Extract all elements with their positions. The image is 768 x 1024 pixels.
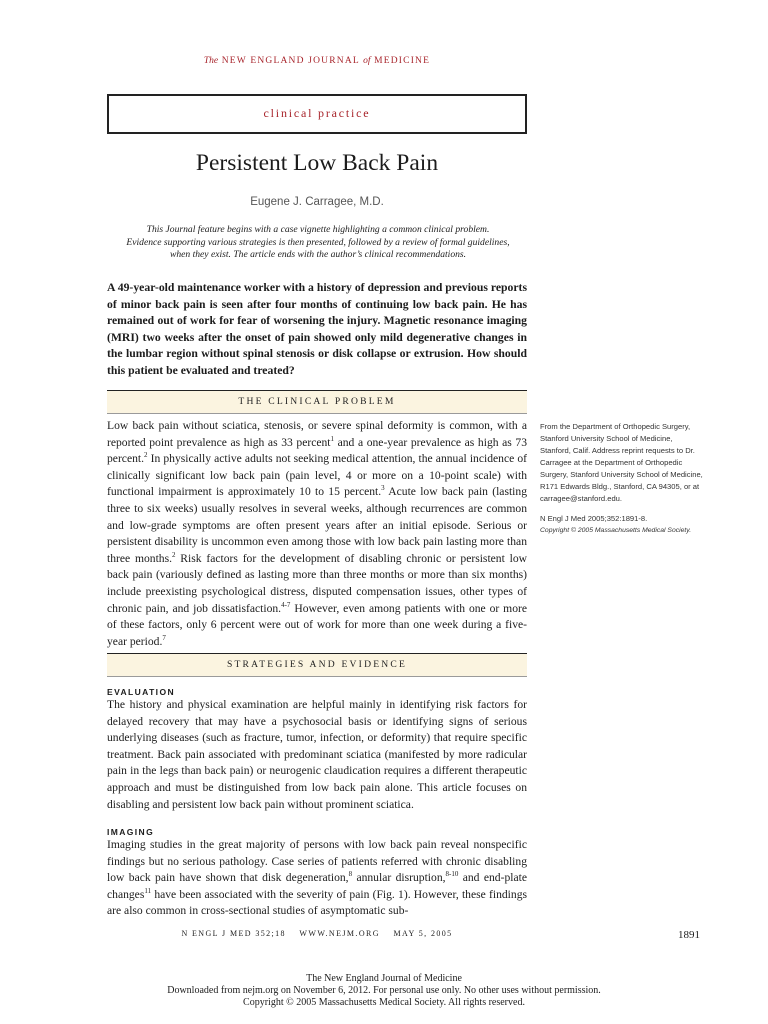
text-run: Risk factors for the development of disabling chronic or persistent low back pain (variously defined as lasting more than three months or more than six months) include preexisting psychological distress, disputed compensation issues, other types of chronic pain, and job dissatisfaction. xyxy=(107,551,528,615)
clinical-problem-heading-text: THE CLINICAL PROBLEM xyxy=(238,396,396,407)
text-run: In physically active adults not seeking medical attention, the annual incidence of clinically significant low back pain (pain level, 4 or more on a 10-point scale) with functional impairment is approximately 10 to 15 percent. xyxy=(107,452,527,499)
reference-marker: 7 xyxy=(162,633,166,642)
reference-marker: 11 xyxy=(144,886,152,895)
text-run: However, even among patients with one or more of these factors, only 6 percent were out of work for more than one week during a five-year period. xyxy=(107,601,527,648)
download-notice-line: The New England Journal of Medicine xyxy=(306,973,462,984)
text-run: and a one-year prevalence as high as 73 percent. xyxy=(107,435,527,466)
reference-marker: 4-7 xyxy=(281,600,291,609)
intro-note-line: This Journal feature begins with a case vignette highlighting a common clinical problem. xyxy=(146,224,490,235)
download-notice-line: Downloaded from nejm.org on November 6, 2012. For personal use only. No other uses without permission. xyxy=(167,985,601,996)
article-title: Persistent Low Back Pain xyxy=(195,150,439,176)
journal-main: NEW ENGLAND JOURNAL xyxy=(221,56,360,66)
reference-marker: 2 xyxy=(172,550,176,559)
reference-marker: 2 xyxy=(144,451,148,460)
reference-marker: 1 xyxy=(330,434,335,443)
copyright-note: Copyright © 2005 Massachusetts Medical Society. xyxy=(540,527,692,534)
journal-end: MEDICINE xyxy=(374,56,431,66)
sidebar-notes xyxy=(540,421,704,537)
imaging-paragraph xyxy=(107,837,527,920)
imaging-subheading: IMAGING xyxy=(107,827,155,837)
strategies-heading-text: STRATEGIES AND EVIDENCE xyxy=(226,659,408,670)
section-box xyxy=(107,94,527,134)
section-label: clinical practice xyxy=(263,106,371,120)
clinical-problem-paragraph xyxy=(107,418,527,650)
citation: N Engl J Med 2005;352:1891-8. xyxy=(540,514,648,523)
evaluation-subheading: EVALUATION xyxy=(107,687,175,697)
author-name: Eugene J. Carragee, M.D. xyxy=(250,196,384,208)
reference-marker: 3 xyxy=(381,484,385,493)
download-notice xyxy=(0,973,768,1009)
reference-marker: 8-10 xyxy=(445,870,459,879)
text-run: and end-plate changes xyxy=(107,871,527,901)
text-run: Low back pain without sciatica, stenosis, or severe spinal deformity is common, with a reported point prevalence as high as 33 percent xyxy=(107,419,527,449)
text-run: annular disruption, xyxy=(352,871,446,885)
journal-prefix: The xyxy=(203,56,219,66)
intro-note-line: when they exist. The article ends with the author’s clinical recommendations. xyxy=(169,249,467,260)
reference-marker: 8 xyxy=(348,870,353,879)
running-footer: N ENGL J MED 352;18 WWW.NEJM.ORG MAY 5, 2005 xyxy=(181,929,453,938)
text-run: Imaging studies in the great majority of persons with low back pain reveal nonspecific findings but no serious pathology. Case series of patients referred with chronic disabling low back pain have shown that disk degeneration, xyxy=(107,838,527,885)
author-affiliation: From the Department of Orthopedic Surgery, Stanford University School of Medicine, Stanford, Calif. Address reprint requests to Dr. Carragee at the Department of Orthopedic Surgery, Stanford University School of Medicine, R171 Edwards Bldg., Stanford, CA 94305, or at carragee@stanford.edu. xyxy=(540,422,703,503)
clinical-problem-heading xyxy=(107,390,527,414)
evaluation-paragraph: The history and physical examination are helpful mainly in identifying risk factors for delayed recovery that may have a psychosocial basis or identifying signs of serious underlying diseases (such as fracture, tumor, infection, or deformity) that require specific treatment. Back pain associated with predominant sciatica (manifested by more radicular pain in the legs than back pain) or neurogenic claudication requires a different therapeutic approach and must be distinguished from low back pain alone. This article focuses on disabling and persistent low back pain without prominent sciatica. xyxy=(107,698,527,811)
text-run: have been associated with the severity of pain (Fig. 1). However, these findings are also common in cross-sectional studies of asymptomatic sub- xyxy=(107,887,527,918)
strategies-heading xyxy=(107,653,527,677)
page-number: 1891 xyxy=(678,929,700,941)
journal-header xyxy=(0,56,634,66)
intro-note-line: Evidence supporting various strategies is then presented, followed by a review of formal guidelines, xyxy=(126,236,510,248)
intro-note xyxy=(118,224,518,262)
case-vignette: A 49-year-old maintenance worker with a history of depression and previous reports of minor back pain is seen after four months of continuing low back pain. He has remained out of work for fear of worsening the injury. Magnetic resonance imaging (MRI) two weeks after the onset of pain showed only mild degenerative changes in the lumbar region without spinal stenosis or disk collapse or extrusion. How should this patient be evaluated and treated? xyxy=(107,281,527,377)
text-run: Acute low back pain (lasting three to six weeks) usually resolves in several weeks, although recurrences are common and low-grade symptoms are often present years after an initial episode. Serious or persistent disability is uncommon even among those with low back pain lasting more than three months. xyxy=(107,485,527,565)
journal-of: of xyxy=(363,56,371,66)
download-notice-line: Copyright © 2005 Massachusetts Medical Society. All rights reserved. xyxy=(243,997,525,1008)
